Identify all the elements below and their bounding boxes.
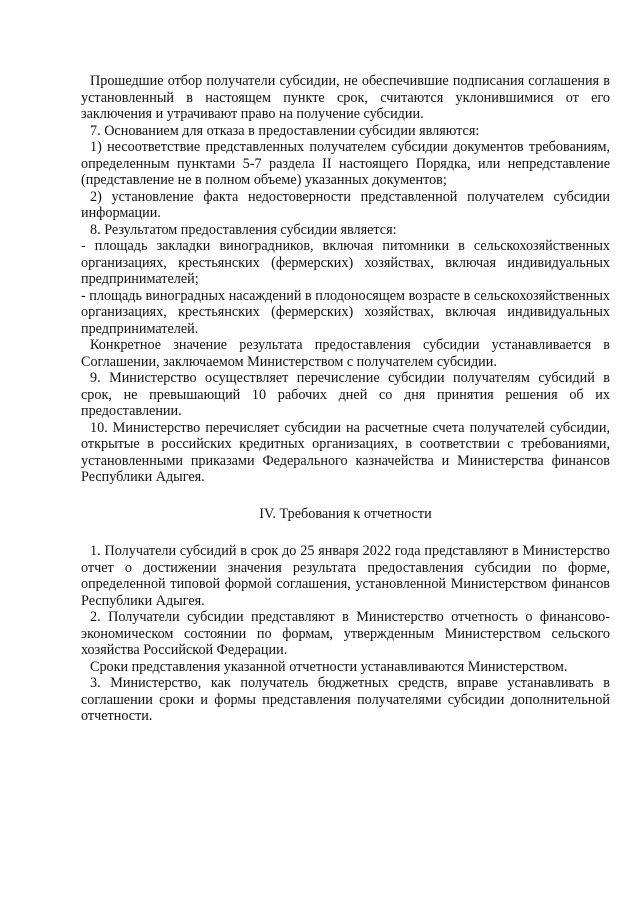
paragraph-result-item-1: - площадь закладки виноградников, включая питомники в сельскохозяйственных организациях, крестьянских (фермерских) хозяйствах, включая индивидуальных предпринимателей; <box>81 238 610 287</box>
paragraph-subsidy-result: 8. Результатом предоставления субсидии является: <box>90 221 397 238</box>
section-4-title: IV. Требования к отчетности <box>259 505 432 522</box>
paragraph-additional-reporting: 3. Министерство, как получатель бюджетных средств, вправе устанавливать в соглашении сроки и формы представления получателями субсидии дополнительной отчетности. <box>81 675 610 724</box>
paragraph-refusal-reason-2: 2) установление факта недостоверности представленной получателем субсидии информации. <box>81 188 610 221</box>
paragraph-report-deadline: 1. Получатели субсидий в срок до 25 января 2022 года представляют в Министерство отчет о достижении значения результата предоставления субсидии по форме, определенной типовой формой соглашения, установленной Министерством финансов Республики Адыгея. <box>81 543 610 609</box>
document-body <box>81 73 610 725</box>
paragraph-result-item-2: - площадь виноградных насаждений в плодоносящем возрасте в сельскохозяйственных организациях, крестьянских (фермерских) хозяйствах, включая индивидуальных предпринимателей. <box>81 287 610 337</box>
paragraph-transfer-term: 9. Министерство осуществляет перечисление субсидии получателям субсидий в срок, не превышающий 10 рабочих дней со дня принятия решения об их предоставлении. <box>81 370 610 419</box>
paragraph-agreement-deadline: Прошедшие отбор получатели субсидии, не обеспечившие подписания соглашения в установленный в настоящем пункте срок, считаются уклонившимися от его заключения и утрачивают право на получение субсидии. <box>81 73 610 122</box>
paragraph-reporting-terms: Сроки представления указанной отчетности устанавливаются Министерством. <box>90 658 568 675</box>
paragraph-financial-reporting: 2. Получатели субсидии представляют в Министерство отчетность о финансово-экономическом состоянии по формам, утвержденным Министерством сельского хозяйства Российской Федерации. <box>81 609 610 658</box>
paragraph-result-value: Конкретное значение результата предоставления субсидии устанавливается в Соглашении, заключаемом Министерством с получателем субсидии. <box>81 337 610 370</box>
paragraph-transfer-accounts: 10. Министерство перечисляет субсидии на расчетные счета получателей субсидии, открытые в российских кредитных организациях, в соответствии с требованиями, установленными приказами Федерального казначейства и Министерства финансов Республики Адыгея. <box>81 419 610 485</box>
paragraph-refusal-grounds: 7. Основанием для отказа в предоставлении субсидии являются: <box>90 122 480 139</box>
paragraph-refusal-reason-1: 1) несоответствие представленных получателем субсидии документов требованиям, определенным пунктами 5-7 раздела II настоящего Порядка, или непредставление (представление не в полном объеме) указанных документов; <box>81 139 610 188</box>
